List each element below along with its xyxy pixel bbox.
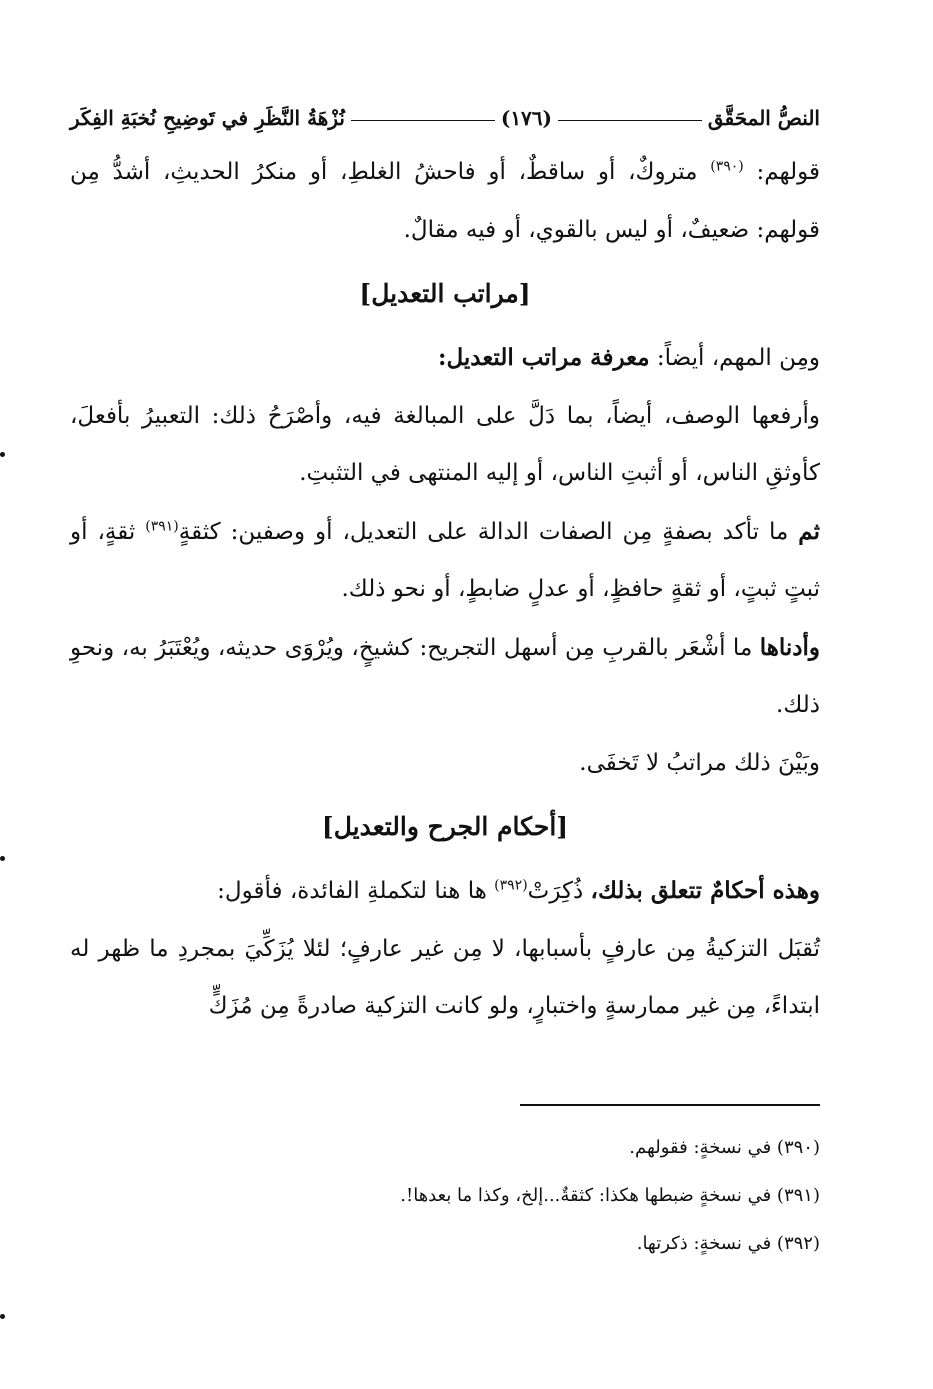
bold-text: وأدناها (759, 633, 820, 661)
footnote-ref-391: (٣٩١) (145, 517, 179, 534)
bold-text: ثم (798, 517, 821, 545)
paragraph-text: ومِن المهم، أيضاً: (656, 345, 820, 371)
running-header (70, 96, 820, 140)
paragraph-7 (70, 862, 820, 921)
paragraph-6: وبَيْنَ ذلك مراتبُ لا تَخفَى. (579, 749, 820, 776)
paragraph-8: تُقبَل التزكيةُ مِن عارفٍ بأسبابها، لا مِن غير عارفٍ؛ لئلا يُزَكِّيَ بمجردِ ما ظهر له ابتداءً، مِن غير ممارسةٍ واختبارٍ، ولو كانت التزكية صادرةً مِن مُزَكٍّ (70, 935, 820, 1019)
bold-text: وهذه أحكامٌ تتعلق بذلك، (590, 877, 820, 904)
paragraph-text: ما تأكد بصفةٍ مِن الصفات الدالة على التعديل، أو وصفين: كثقةٍ (178, 518, 789, 545)
footnote-separator (520, 1104, 820, 1106)
header-right-title: النصُّ المحَقَّق (707, 106, 820, 130)
margin-mark (0, 1314, 5, 1319)
header-rule-right (558, 120, 702, 121)
header-rule-left (351, 120, 495, 121)
section-title-rulings-of-jarh-and-tadil: [أحكام الجرح والتعديل] (321, 812, 569, 841)
page-body (70, 96, 820, 1036)
paragraph-text: ها هنا لتكملةِ الفائدة، فأقول: (217, 878, 487, 904)
footnotes (70, 1124, 820, 1268)
margin-mark (0, 452, 5, 457)
paragraph-5 (70, 619, 820, 735)
footnote-392: (٣٩٢) في نسخةٍ: ذكرتها. (636, 1233, 820, 1254)
section-title-ranks-of-tadil: [مراتب التعديل] (359, 279, 531, 308)
header-left-title: نُزْهَةُ النَّظَرِ في تَوضِيحِ نُخبَةِ الفِكَر (69, 106, 345, 130)
paragraph-text: ذُكِرَتْ (527, 878, 584, 904)
paragraph-text: ما أشْعَر بالقربِ مِن أسهل التجريح: كشيخٍ، ويُرْوَى حديثه، ويُعْتَبَرُ به، ونحوِ ذلك. (70, 634, 820, 718)
paragraph-1 (70, 144, 820, 259)
paragraph-4 (70, 503, 820, 619)
paragraph-text: ثقةٍ، أو ثبتٍ ثبتٍ، أو ثقةٍ حافظٍ، أو عدلٍ ضابطٍ، أو نحو ذلك. (70, 518, 820, 602)
footnote-391: (٣٩١) في نسخةٍ ضبطها هكذا: كثقةٌ...إلخ، وكذا ما بعدها!. (400, 1185, 820, 1206)
paragraph-2 (70, 329, 820, 388)
paragraph-text: متروكٌ، أو ساقطٌ، أو فاحشُ الغلطِ، أو منكرُ الحديثِ، أشدُّ مِن قولهم: ضعيفٌ، أو ليس بالقوي، أو فيه مقالٌ. (70, 159, 820, 243)
footnote-ref-392: (٣٩٢) (494, 877, 528, 894)
paragraph-text: قولهم: (756, 159, 821, 185)
footnote-ref-390: (٣٩٠) (710, 158, 744, 175)
bold-text: معرفة مراتب التعديل: (437, 344, 650, 371)
page-number: (١٧٦) (500, 106, 553, 130)
footnote-390: (٣٩٠) في نسخةٍ: فقولهم. (629, 1137, 820, 1158)
paragraph-3: وأرفعها الوصف، أيضاً، بما دَلَّ على المبالغة فيه، وأصْرَحُ ذلك: التعبيرُ بأفعلَ، كأوثقِ الناس، أو أثبتِ الناس، أو إليه المنتهى في التثبتِ. (70, 402, 820, 486)
margin-mark (0, 856, 5, 861)
